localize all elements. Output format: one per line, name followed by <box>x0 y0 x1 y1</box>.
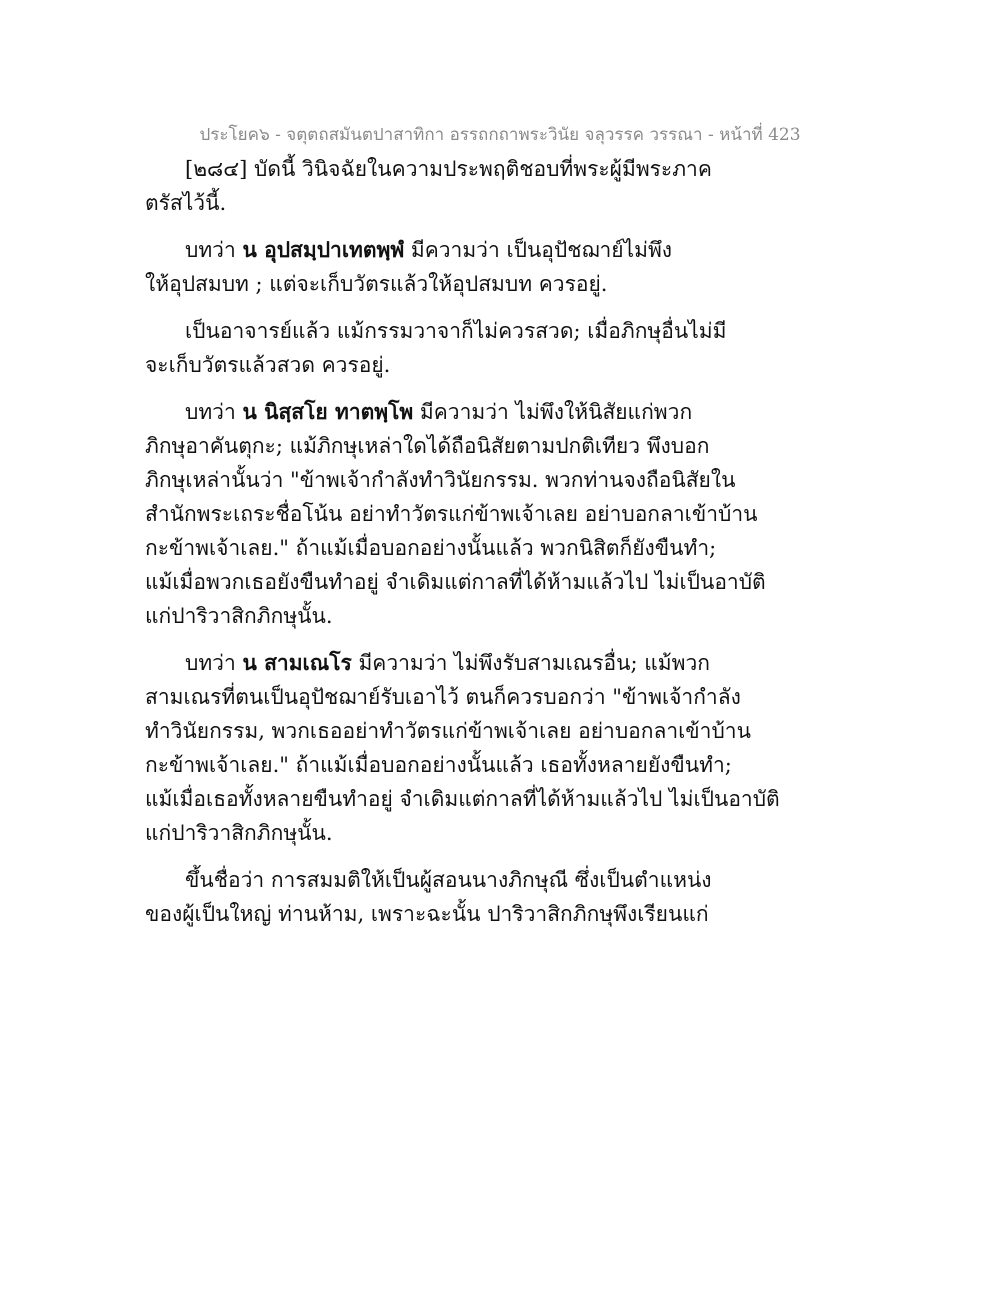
text-run: กะข้าพเจ้าเลย." ถ้าแม้เมื่อบอกอย่างนั้นแล้ว พวกนิสิตก็ยังขืนทำ; <box>145 536 717 560</box>
text-run: [๒๘๔] บัดนี้ วินิจฉัยในความประพฤติชอบที่พระผู้มีพระภาค <box>185 157 712 181</box>
text-line <box>145 429 765 463</box>
pali-term: น นิสฺสโย ทาตพฺโพ <box>242 399 414 424</box>
text-run: กะข้าพเจ้าเลย." ถ้าแม้เมื่อบอกอย่างนั้นแล้ว เธอทั้งหลายยังขืนทำ; <box>145 753 732 777</box>
text-run: แก่ปาริวาสิกภิกษุนั้น. <box>145 604 333 628</box>
text-run: แม้เมื่อพวกเธอยังขืนทำอยู่ จำเดิมแต่กาลที่ได้ห้ามแล้วไป ไม่เป็นอาบัติ <box>145 570 766 594</box>
text-run: ขึ้นชื่อว่า การสมมติให้เป็นผู้สอนนางภิกษุณี ซึ่งเป็นตำแหน่ง <box>185 868 712 892</box>
text-line <box>145 267 765 301</box>
text-line <box>145 497 765 531</box>
text-line <box>145 186 765 220</box>
pali-term: น สามเณโร <box>242 650 352 675</box>
paragraph <box>145 863 765 931</box>
text-run: เป็นอาจารย์แล้ว แม้กรรมวาจาก็ไม่ควรสวด; เมื่อภิกษุอื่นไม่มี <box>185 319 727 343</box>
paragraph <box>145 646 780 850</box>
text-line <box>145 395 765 429</box>
paragraph <box>145 152 765 220</box>
text-run: จะเก็บวัตรแล้วสวด ควรอยู่. <box>145 353 391 377</box>
running-header: ประโยค๖ - จตุตถสมันตปาสาทิกา อรรถกถาพระวินัย จลุวรรค วรรณา - หน้าที่ 423 <box>199 125 801 145</box>
text-line <box>145 348 765 382</box>
text-run: มีความว่า เป็นอุปัชฌาย์ไม่พึง <box>404 238 673 262</box>
text-run: มีความว่า ไม่พึงรับสามเณรอื่น; แม้พวก <box>351 651 710 675</box>
text-line <box>145 463 765 497</box>
text-line <box>145 531 765 565</box>
text-line <box>145 152 765 186</box>
text-run: บทว่า <box>185 400 243 424</box>
text-run: บทว่า <box>185 238 243 262</box>
text-run: ตรัสไว้นี้. <box>145 191 227 215</box>
text-run: บทว่า <box>185 651 243 675</box>
text-line <box>145 314 765 348</box>
text-run: ของผู้เป็นใหญ่ ท่านห้าม, เพราะฉะนั้น ปาริวาสิกภิกษุพึงเรียนแก่ <box>145 902 709 926</box>
text-line <box>145 714 765 748</box>
text-line <box>145 565 765 599</box>
text-line <box>145 599 765 633</box>
text-run: ภิกษุอาคันตุกะ; แม้ภิกษุเหล่าใดได้ถือนิสัยตามปกติเทียว พึงบอก <box>145 434 710 458</box>
text-run: แก่ปาริวาสิกภิกษุนั้น. <box>145 821 333 845</box>
text-line <box>145 863 765 897</box>
text-run: ให้อุปสมบท ; แต่จะเก็บวัตรแล้วให้อุปสมบท ควรอยู่. <box>145 272 608 296</box>
pali-term: น อุปสมฺปาเทตพฺพํ <box>242 237 405 262</box>
text-line <box>145 897 765 931</box>
text-run: สามเณรที่ตนเป็นอุปัชฌาย์รับเอาไว้ ตนก็ควรบอกว่า "ข้าพเจ้ากำลัง <box>145 685 741 709</box>
paragraph <box>145 314 765 382</box>
text-run: ภิกษุเหล่านั้นว่า "ข้าพเจ้ากำลังทำวินัยกรรม. พวกท่านจงถือนิสัยใน <box>145 468 736 492</box>
text-run: แม้เมื่อเธอทั้งหลายขืนทำอยู่ จำเดิมแต่กาลที่ได้ห้ามแล้วไป ไม่เป็นอาบัติ <box>145 787 780 811</box>
text-run: สำนักพระเถระชื่อโน้น อย่าทำวัตรแก่ข้าพเจ้าเลย อย่าบอกลาเข้าบ้าน <box>145 502 758 526</box>
text-line <box>145 816 765 850</box>
paragraph <box>145 233 765 301</box>
text-line <box>145 646 765 680</box>
body-text <box>145 152 780 944</box>
text-line <box>145 782 780 816</box>
text-run: ทำวินัยกรรม, พวกเธออย่าทำวัตรแก่ข้าพเจ้าเลย อย่าบอกลาเข้าบ้าน <box>145 719 751 743</box>
text-line <box>145 748 765 782</box>
paragraph <box>145 395 765 633</box>
text-line <box>145 680 765 714</box>
text-line <box>145 233 765 267</box>
text-run: มีความว่า ไม่พึงให้นิสัยแก่พวก <box>413 400 693 424</box>
